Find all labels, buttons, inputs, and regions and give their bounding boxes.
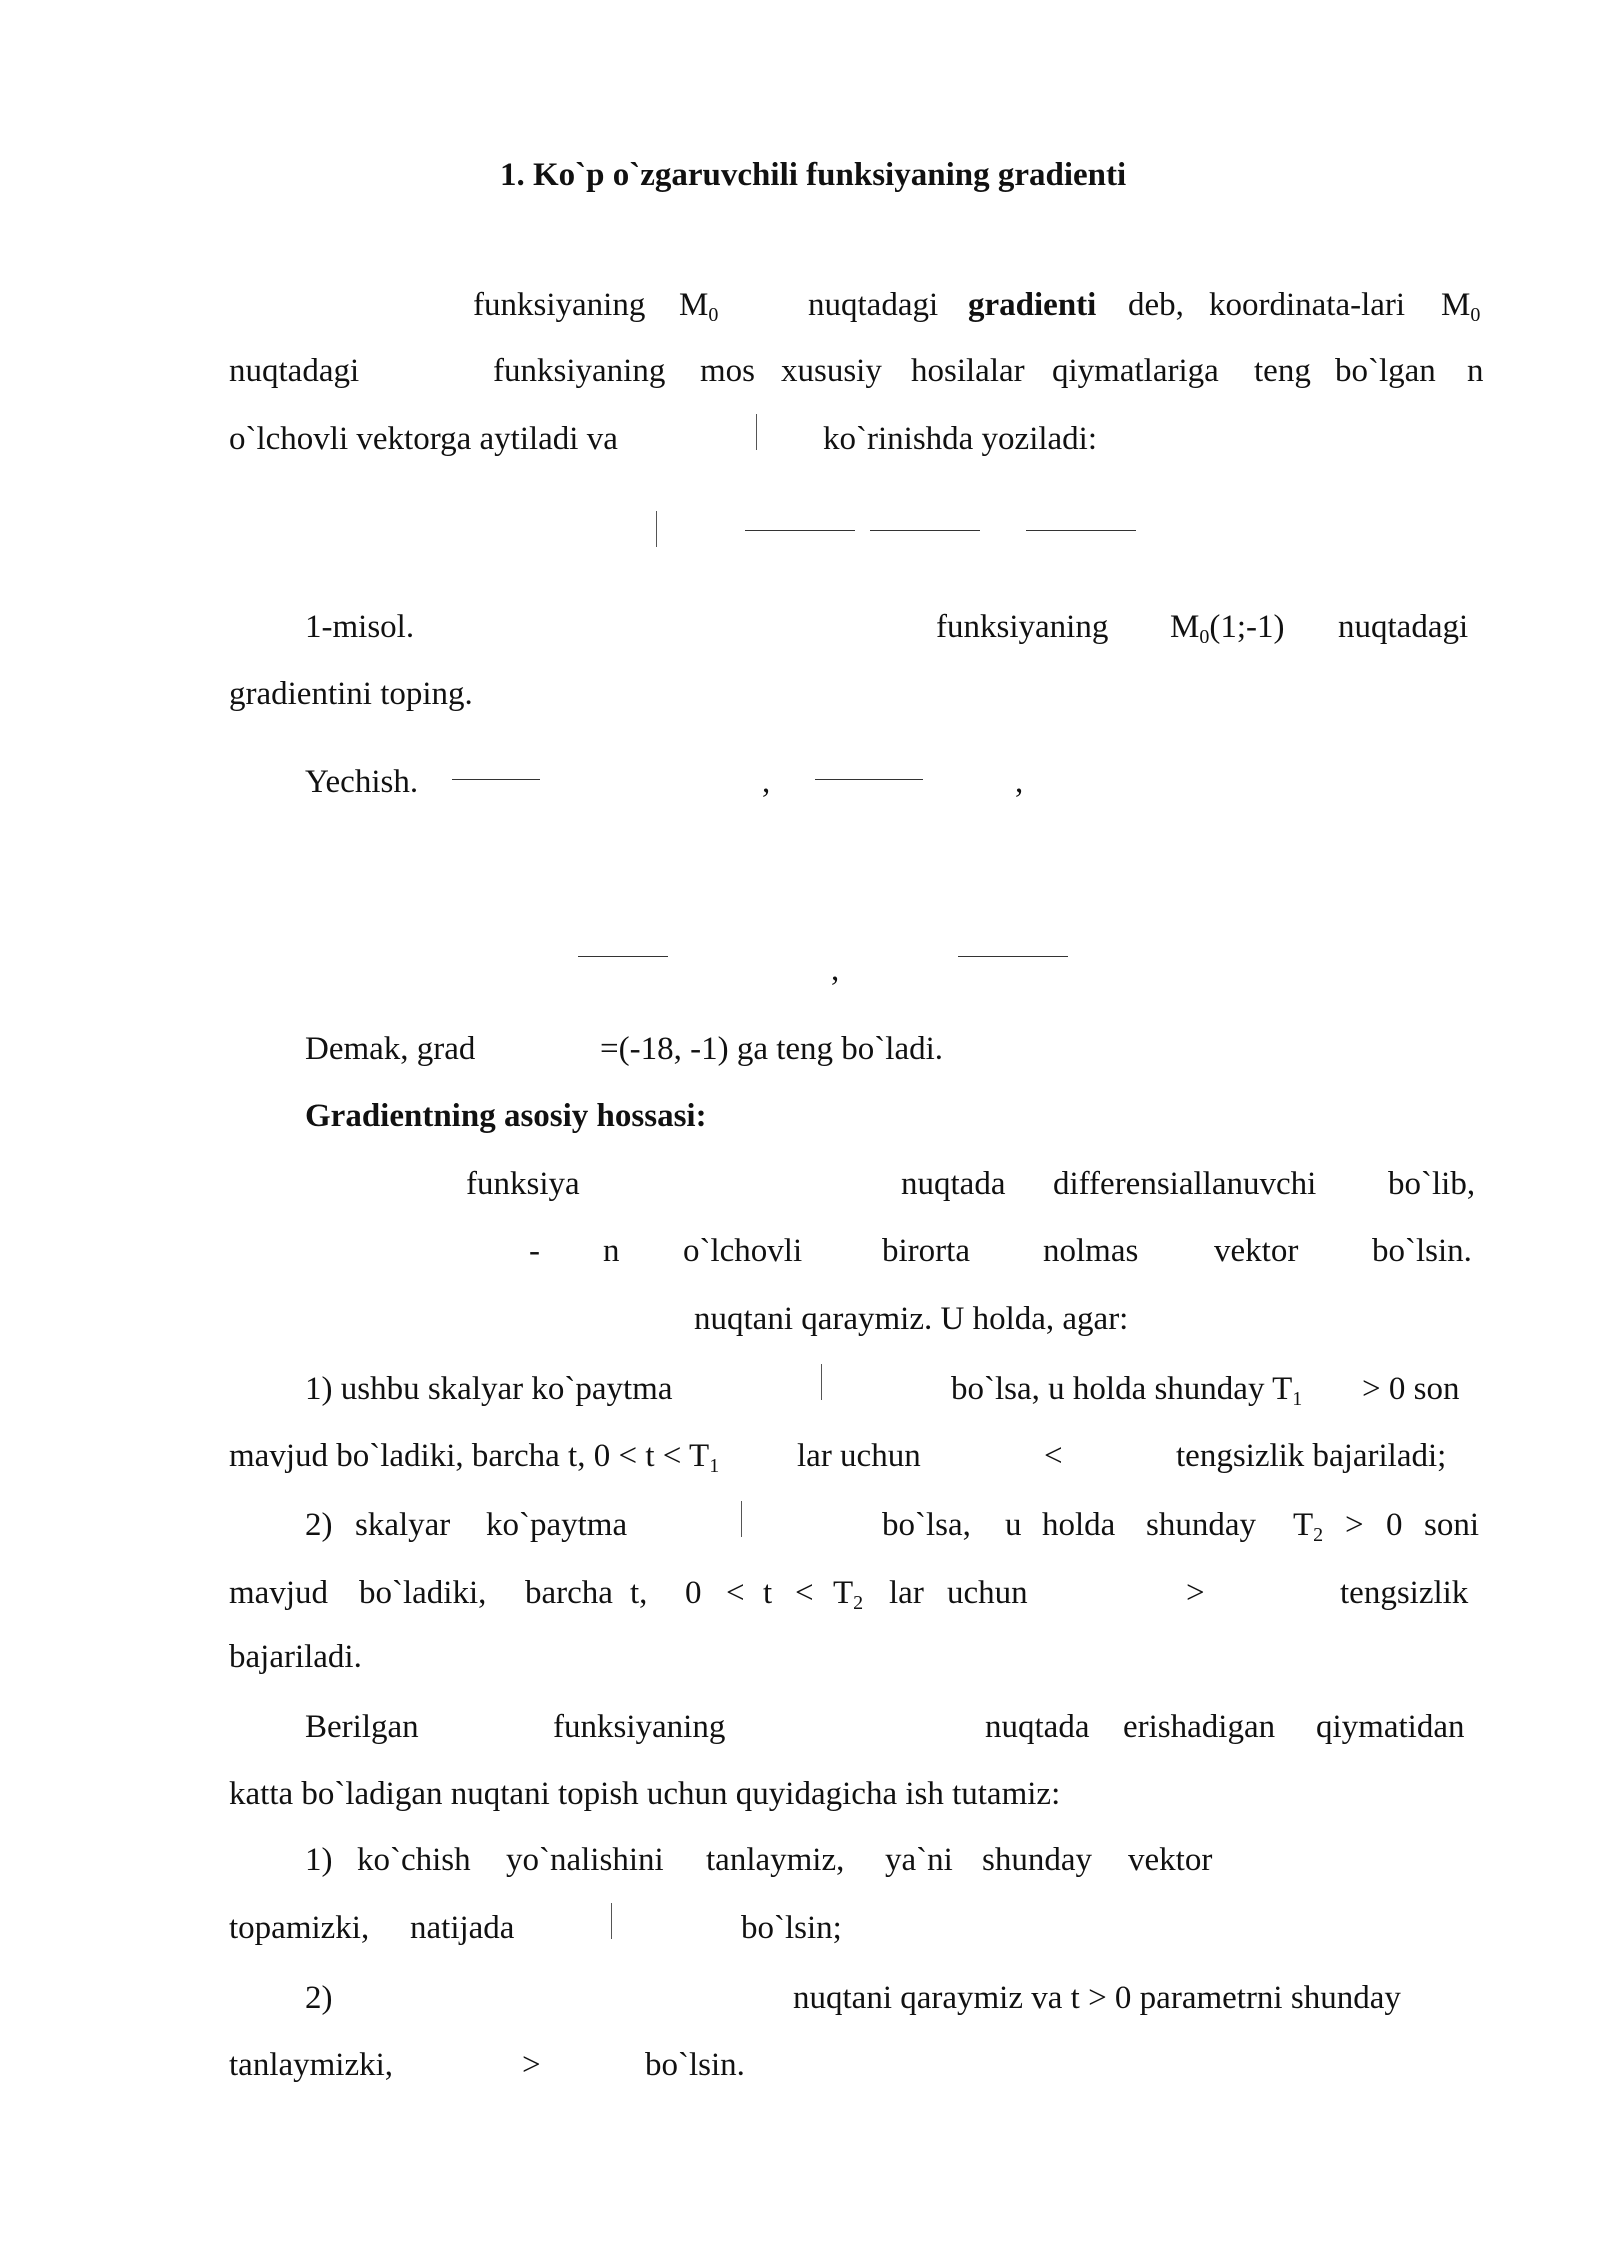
def-word: koordinata-lari xyxy=(1209,287,1406,323)
item-1-text xyxy=(951,1369,1302,1409)
def-m0-text: M xyxy=(679,287,709,323)
item-2-word: soni xyxy=(1424,1507,1480,1543)
fraction-line xyxy=(1026,530,1136,531)
def-word: deb, xyxy=(1128,287,1184,323)
item-2-word: bajariladi. xyxy=(229,1639,362,1675)
item-1-bound-sub: 1 xyxy=(709,1455,720,1477)
property-word: - xyxy=(529,1233,540,1269)
item-1-text: < xyxy=(1044,1438,1063,1474)
def-word: teng xyxy=(1254,353,1311,389)
property-word: bo`lsin. xyxy=(1372,1233,1472,1269)
formula-bar xyxy=(656,511,657,547)
def-word: mos xyxy=(700,353,756,389)
fraction-line xyxy=(815,779,923,780)
item-2-word: holda xyxy=(1042,1507,1116,1543)
property-word: birorta xyxy=(882,1233,970,1269)
item-2-t2b-sub: 2 xyxy=(853,1592,864,1614)
property-heading: Gradientning asosiy hossasi: xyxy=(305,1098,707,1134)
def-word: xususiy xyxy=(781,353,882,389)
method-word: Berilgan xyxy=(305,1709,419,1745)
item-2-word: t xyxy=(763,1575,773,1611)
def-word: nuqtadagi xyxy=(229,353,360,389)
formula-bar xyxy=(821,1364,822,1400)
example-label: 1-misol. xyxy=(305,609,415,645)
step-2-word: > xyxy=(522,2047,541,2083)
item-2-word: lar xyxy=(889,1575,924,1611)
item-2-word: shunday xyxy=(1146,1507,1256,1543)
comma: , xyxy=(1015,764,1024,800)
step-1-word: topamizki, xyxy=(229,1910,370,1946)
method-word: nuqtada xyxy=(985,1709,1090,1745)
method-word: erishadigan xyxy=(1123,1709,1276,1745)
example-point xyxy=(1170,607,1284,647)
item-2-word: 0 xyxy=(685,1575,702,1611)
def-m0b xyxy=(1441,285,1480,325)
property-word: nuqtada xyxy=(901,1166,1006,1202)
property-word: differensiallanuvchi xyxy=(1053,1166,1317,1202)
item-2-word: tengsizlik xyxy=(1340,1575,1469,1611)
item-1-line-2 xyxy=(229,1436,719,1476)
item-2-word: t, xyxy=(630,1575,648,1611)
comma: , xyxy=(762,764,771,800)
comma: , xyxy=(831,952,840,988)
item-1-bound: mavjud bo`ladiki, barcha t, 0 < t < T xyxy=(229,1438,710,1474)
item-2-t2 xyxy=(1293,1505,1323,1545)
item-1-text: tengsizlik bajariladi; xyxy=(1176,1438,1447,1474)
item-2-word: u xyxy=(1005,1507,1022,1543)
item-2-word: barcha xyxy=(525,1575,613,1611)
def-m0-sub: 0 xyxy=(708,304,719,326)
fraction-line xyxy=(958,956,1068,957)
fraction-line xyxy=(578,956,668,957)
step-1-word: ko`chish xyxy=(357,1842,471,1878)
step-2-word: tanlaymizki, xyxy=(229,2047,394,2083)
def-word: qiymatlariga xyxy=(1052,353,1219,389)
item-2-t2b xyxy=(833,1573,863,1613)
method-word: qiymatidan xyxy=(1316,1709,1465,1745)
definition-line-1 xyxy=(473,285,645,325)
property-word: vektor xyxy=(1214,1233,1299,1269)
formula-bar xyxy=(741,1501,742,1537)
def-m0 xyxy=(679,285,718,325)
result-text: Demak, grad xyxy=(305,1031,476,1067)
property-line-3: nuqtani qaraymiz. U holda, agar: xyxy=(694,1301,1129,1337)
solution-label: Yechish. xyxy=(305,764,419,800)
property-word: nolmas xyxy=(1043,1233,1139,1269)
example-point-coords: (1;-1) xyxy=(1209,609,1285,645)
step-1-word: vektor xyxy=(1128,1842,1213,1878)
item-2-word: 2) xyxy=(305,1507,333,1543)
example-word: funksiyaning xyxy=(936,609,1109,645)
item-2-word: uchun xyxy=(947,1575,1028,1611)
step-2-word: bo`lsin. xyxy=(645,2047,745,2083)
item-1-t1-sub: 1 xyxy=(1292,1388,1303,1410)
property-word: funksiya xyxy=(466,1166,580,1202)
def-m0b-sub: 0 xyxy=(1470,304,1481,326)
def-word: bo`lgan xyxy=(1335,353,1436,389)
def-word: nuqtadagi xyxy=(808,287,939,323)
property-word: n xyxy=(603,1233,620,1269)
item-2-word: bo`ladiki, xyxy=(359,1575,487,1611)
method-word: funksiyaning xyxy=(553,1709,726,1745)
item-2-word: > xyxy=(1186,1575,1205,1611)
item-2-word: ko`paytma xyxy=(486,1507,628,1543)
step-1-word: yo`nalishini xyxy=(506,1842,664,1878)
item-2-word: mavjud xyxy=(229,1575,328,1611)
method-line-2: katta bo`ladigan nuqtani topish uchun quyidagicha ish tutamiz: xyxy=(229,1776,1061,1812)
def-word: funksiyaning xyxy=(473,287,646,323)
step-1-word: 1) xyxy=(305,1842,333,1878)
item-2-word: > xyxy=(1345,1507,1364,1543)
step-1-word: natijada xyxy=(410,1910,515,1946)
step-2-text: nuqtani qaraymiz va t > 0 parametrni shunday xyxy=(793,1980,1401,2016)
property-word: o`lchovli xyxy=(683,1233,803,1269)
def-word: funksiyaning xyxy=(493,353,666,389)
item-1-text: lar uchun xyxy=(797,1438,921,1474)
item-2-word: bo`lsa, xyxy=(882,1507,971,1543)
item-2-word: skalyar xyxy=(355,1507,451,1543)
item-2-t2-sub: 2 xyxy=(1313,1524,1324,1546)
example-point-sub: 0 xyxy=(1199,626,1210,648)
fraction-line xyxy=(452,779,540,780)
step-1-word: bo`lsin; xyxy=(741,1910,842,1946)
fraction-line xyxy=(745,530,855,531)
def-word: n xyxy=(1467,353,1484,389)
def-line-3a: o`lchovli vektorga aytiladi va xyxy=(229,421,618,457)
item-1-text: 1) ushbu skalyar ko`paytma xyxy=(305,1371,673,1407)
def-word: hosilalar xyxy=(911,353,1025,389)
item-1-text: > 0 son xyxy=(1362,1371,1460,1407)
step-2-word: 2) xyxy=(305,1980,333,2016)
item-2-t2b-text: T xyxy=(833,1575,854,1611)
item-2-word: < xyxy=(795,1575,814,1611)
item-2-word: < xyxy=(726,1575,745,1611)
formula-bar xyxy=(756,414,757,450)
example-word: nuqtadagi xyxy=(1338,609,1469,645)
def-m0b-text: M xyxy=(1441,287,1471,323)
def-line-3b: ko`rinishda yoziladi: xyxy=(823,421,1098,457)
item-2-word: 0 xyxy=(1386,1507,1403,1543)
example-line-2: gradientini toping. xyxy=(229,676,473,712)
page-title: 1. Ko`p o`zgaruvchili funksiyaning gradienti xyxy=(500,157,1127,193)
property-word: bo`lib, xyxy=(1388,1166,1476,1202)
step-1-word: ya`ni xyxy=(885,1842,953,1878)
fraction-line xyxy=(870,530,980,531)
step-1-word: tanlaymiz, xyxy=(706,1842,845,1878)
def-bold-gradienti: gradienti xyxy=(968,287,1097,323)
example-point-m: M xyxy=(1170,609,1200,645)
result-value: =(-18, -1) ga teng bo`ladi. xyxy=(600,1031,944,1067)
item-1-t1-text: bo`lsa, u holda shunday T xyxy=(951,1371,1293,1407)
item-2-t2-text: T xyxy=(1293,1507,1314,1543)
formula-bar xyxy=(611,1903,612,1939)
step-1-word: shunday xyxy=(982,1842,1092,1878)
